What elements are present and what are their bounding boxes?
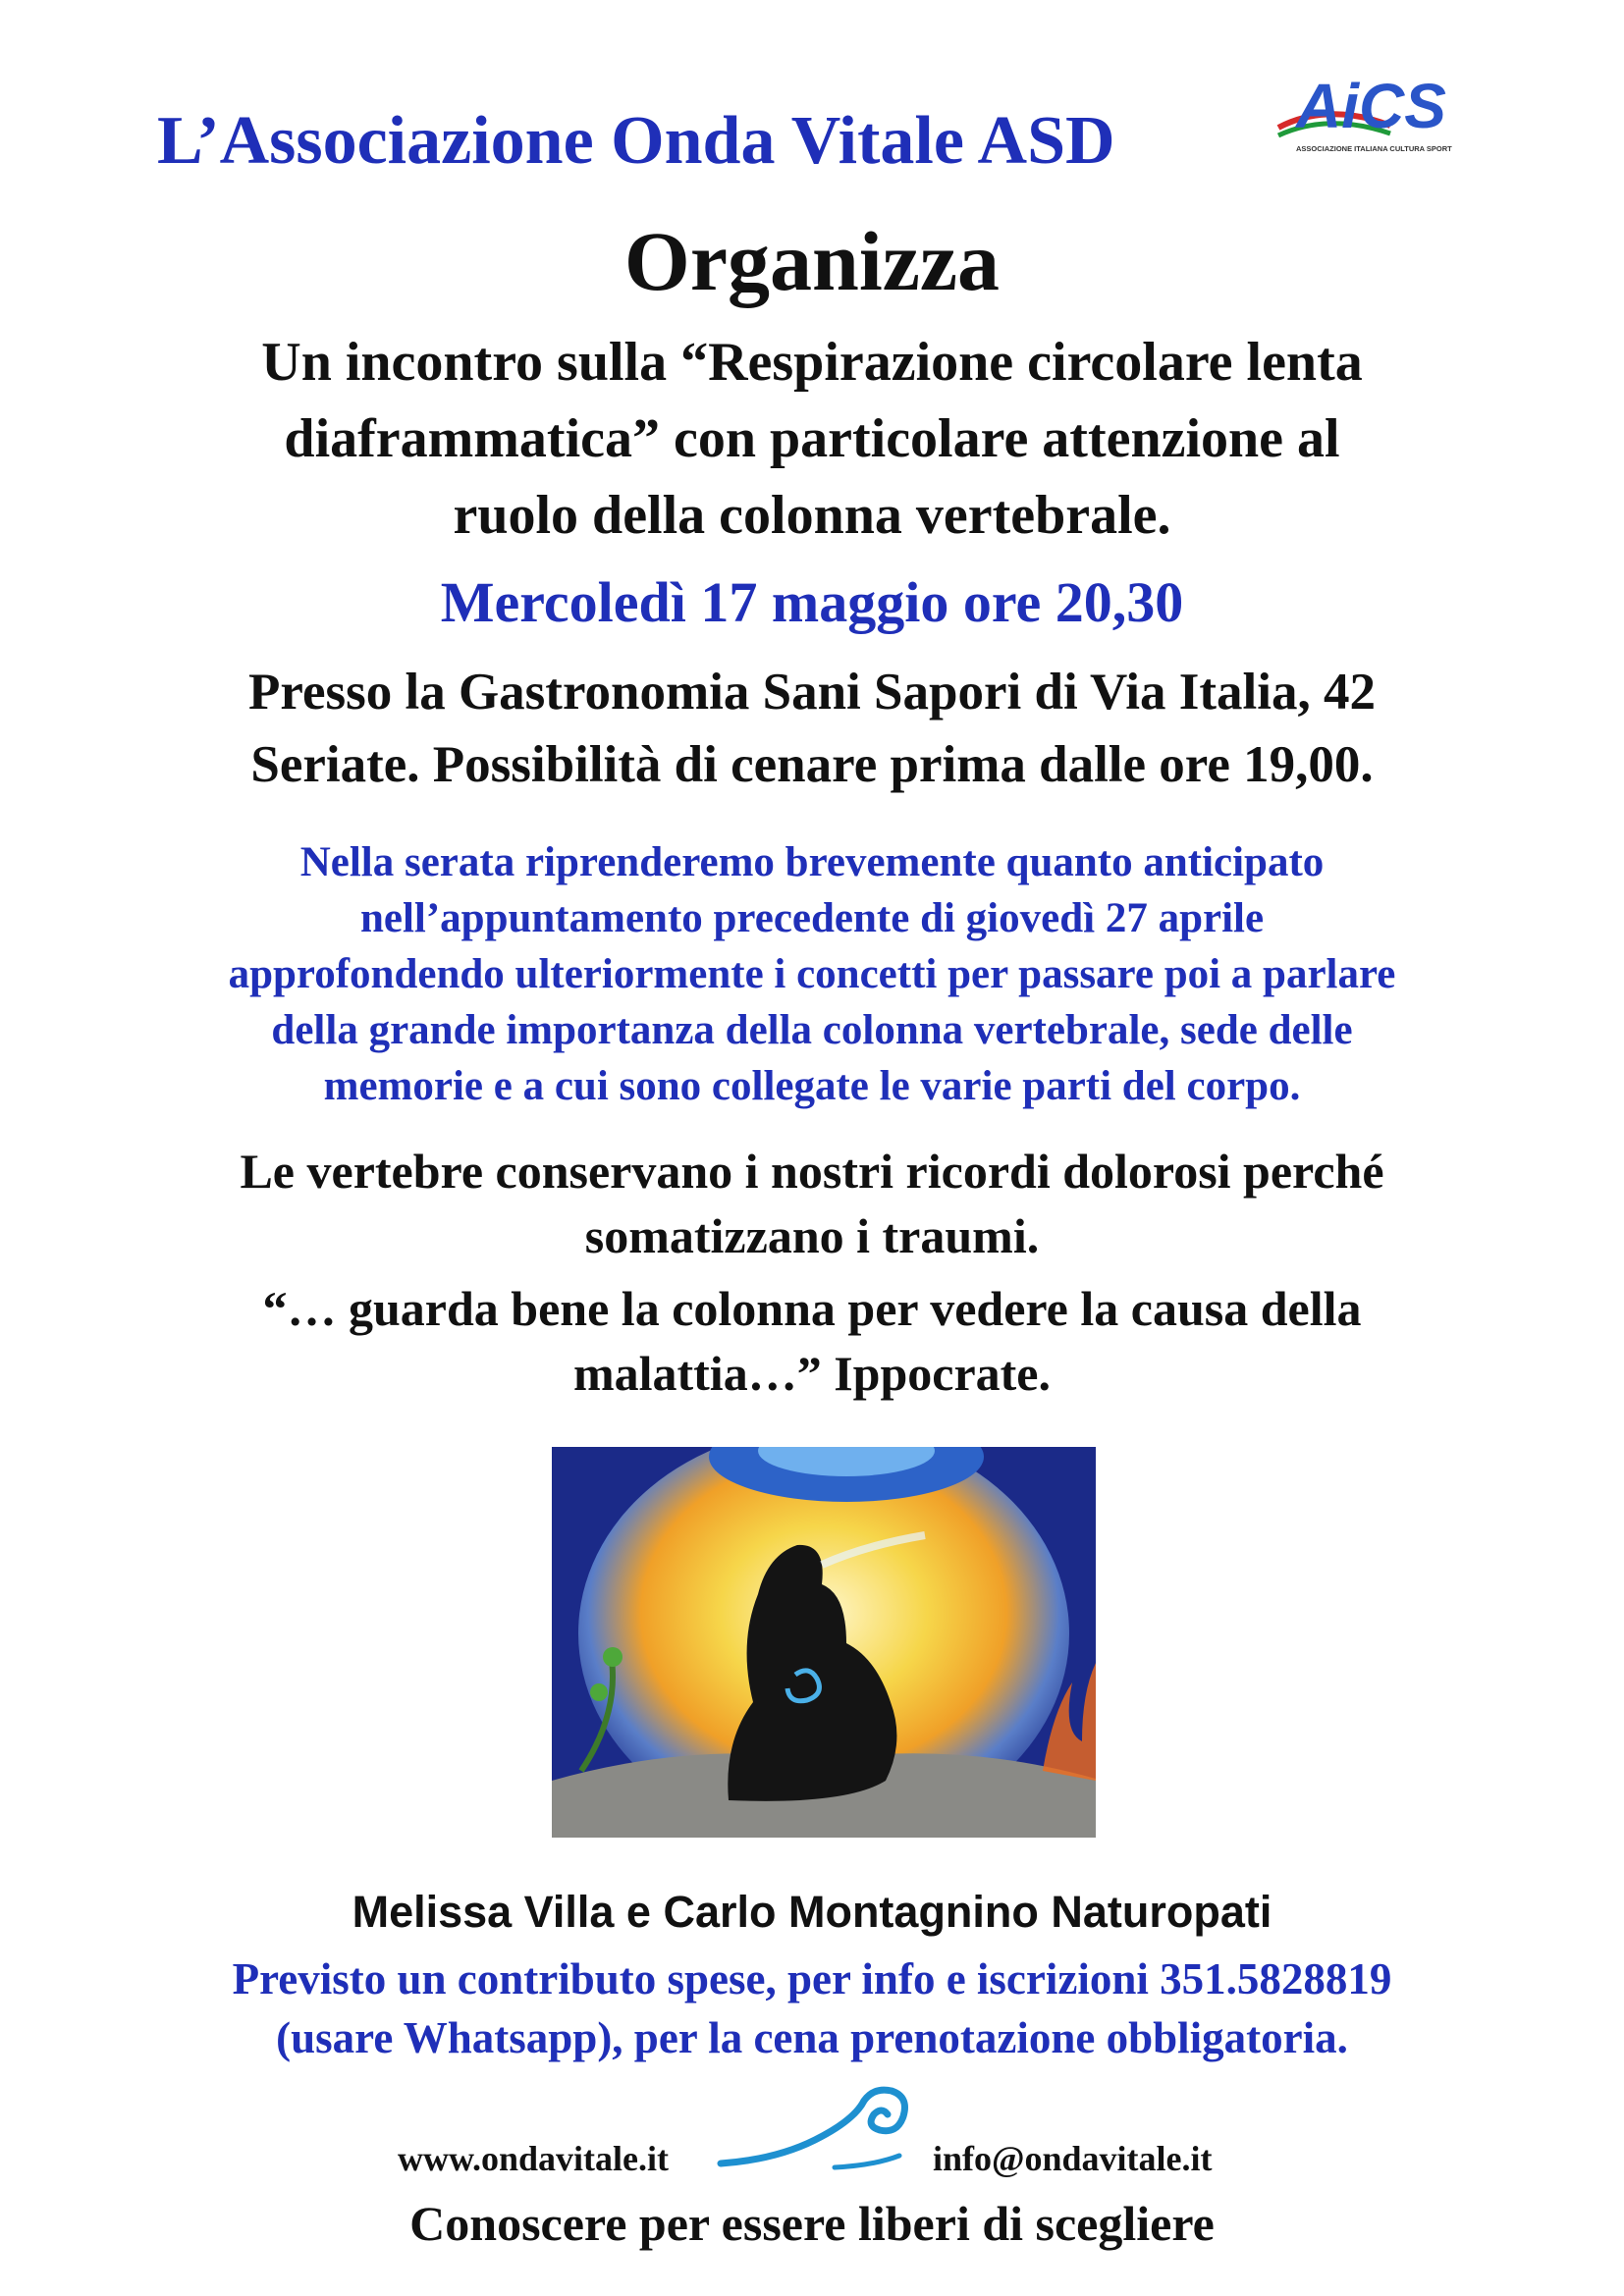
venue-line: Seriate. Possibilità di cenare prima dalle ore 19,00. [250,736,1374,793]
vertebre-line: somatizzano i traumi. [584,1208,1040,1263]
intro-line: ruolo della colonna vertebrale. [453,485,1171,546]
aics-logo-caption: ASSOCIAZIONE ITALIANA CULTURA SPORT [1296,144,1452,153]
website-link[interactable]: www.ondavitale.it [398,2139,670,2178]
wave-logo-icon [717,2081,913,2179]
email-link[interactable]: info@ondavitale.it [933,2139,1213,2178]
intro-line: diaframmatica” con particolare attenzione al [284,408,1340,469]
venue-line: Presso la Gastronomia Sani Sapori di Via Italia, 42 [248,664,1376,721]
quote-line: “… guarda bene la colonna per vedere la causa della [262,1281,1362,1336]
aics-logo-name: AiCS [1296,71,1446,141]
intro-line: Un incontro sulla “Respirazione circolare lenta [261,332,1363,393]
hippocrates-quote [0,1276,1624,1406]
event-date: Mercoledì 17 maggio ore 20,30 [440,570,1184,634]
details-line: Nella serata riprenderemo brevemente quanto anticipato [299,839,1325,885]
quote-line: malattia…” Ippocrate. [572,1346,1052,1401]
details-paragraph [0,834,1624,1114]
details-line: memorie e a cui sono collegate le varie parti del corpo. [323,1063,1301,1109]
contribution-line: Previsto un contributo spese, per info e iscrizioni 351.5828819 [232,1954,1392,2003]
details-line: nell’appuntamento precedente di giovedì 27 aprile [359,895,1265,941]
authors-line: Melissa Villa e Carlo Montagnino Naturopati [352,1887,1272,1937]
vertebre-paragraph [0,1139,1624,1268]
details-line: approfondendo ulteriormente i concetti per passare poi a parlare [228,951,1396,997]
venue-paragraph [0,656,1624,801]
organizza-heading: Organizza [623,214,1001,308]
intro-paragraph [0,324,1624,554]
association-title: L’Associazione Onda Vitale ASD [157,103,1115,179]
meditation-painting [552,1447,1096,1838]
contribution-line: (usare Whatsapp), per la cena prenotazione obbligatoria. [276,2013,1348,2062]
motto: Conoscere per essere liberi di scegliere [409,2196,1215,2251]
vertebre-line: Le vertebre conservano i nostri ricordi dolorosi perché [240,1144,1384,1199]
aics-logo [1272,71,1469,169]
details-line: della grande importanza della colonna vertebrale, sede delle [271,1007,1353,1053]
contribution-info [0,1949,1624,2067]
